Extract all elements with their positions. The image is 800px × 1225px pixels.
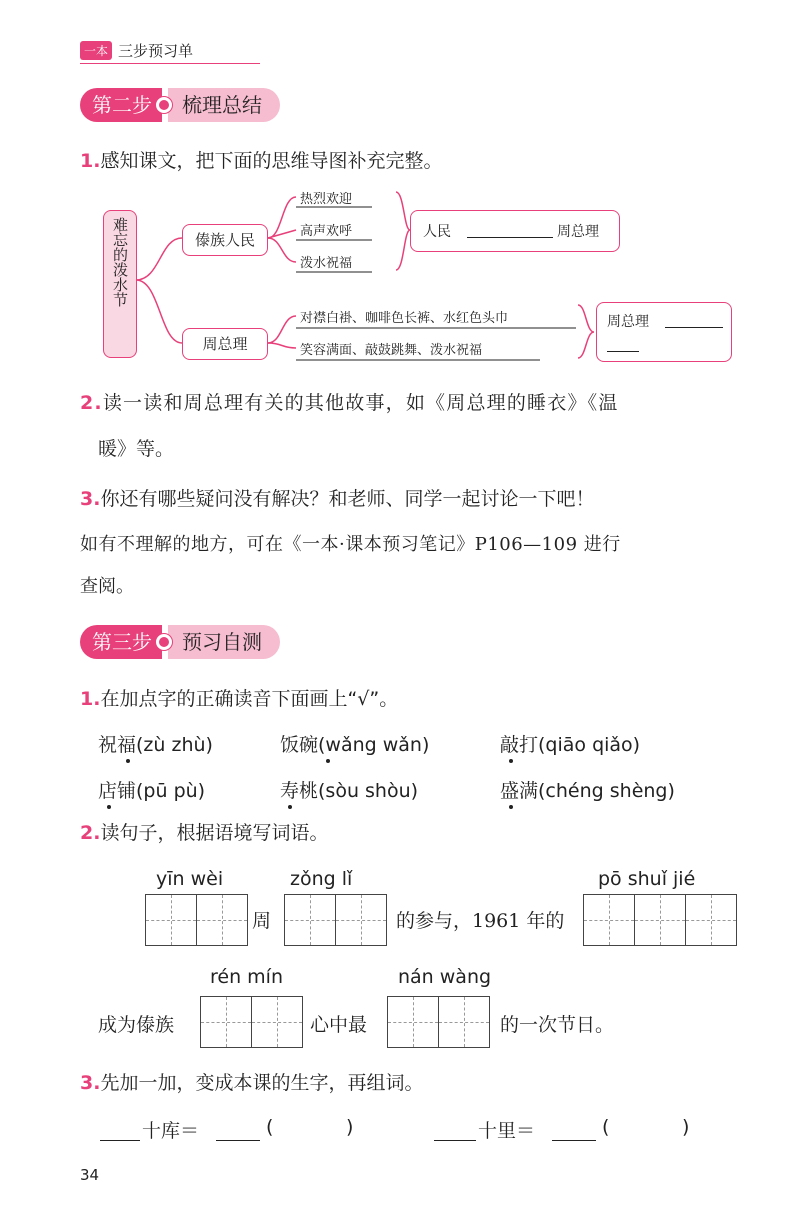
- paren-close: ): [346, 1116, 354, 1138]
- step2-label: 第二步: [80, 88, 162, 122]
- writing-grid-cell[interactable]: [284, 894, 336, 946]
- note-line-1: 如有不理解的地方，可在《一本·课本预习笔记》P106—109 进行: [80, 534, 621, 555]
- question-number: 3.: [80, 1072, 101, 1094]
- paren-open: (: [602, 1116, 610, 1138]
- sentence-text: 心中最: [310, 1014, 368, 1036]
- add-equation-right: 十里＝: [478, 1120, 536, 1142]
- mindmap-branch-1: 傣族人民: [182, 224, 268, 256]
- result-text-premier-2: 周总理: [607, 314, 649, 330]
- answer-blank[interactable]: [216, 1140, 260, 1141]
- question-number: 1.: [80, 150, 101, 172]
- emphasis-dot: [126, 759, 130, 763]
- pinyin-ren-min: rén mín: [210, 966, 283, 988]
- sentence-text: 的一次节日。: [500, 1014, 615, 1036]
- answer-blank[interactable]: [100, 1140, 140, 1141]
- step2-title: 梳理总结: [168, 88, 280, 122]
- branch1-item-3: 泼水祝福: [300, 256, 353, 271]
- sentence-text: 的参与，1961 年的: [396, 910, 565, 932]
- emphasis-dot: [288, 805, 292, 809]
- writing-grid-cell[interactable]: [387, 996, 439, 1048]
- result-text-premier: 周总理: [557, 224, 599, 240]
- question-text: 你还有哪些疑问没有解决？和老师、同学一起讨论一下吧！: [100, 488, 595, 510]
- writing-grid-cell[interactable]: [634, 894, 686, 946]
- writing-grid-cell[interactable]: [335, 894, 387, 946]
- step3-title: 预习自测: [168, 625, 280, 659]
- branch2-result-box: [596, 302, 732, 362]
- question-number: 1.: [80, 688, 101, 710]
- question-number: 2.: [80, 822, 101, 844]
- question-text: 感知课文，把下面的思维导图补充完整。: [100, 150, 443, 172]
- writing-grid-cell[interactable]: [583, 894, 635, 946]
- branch1-result-box: [410, 210, 620, 252]
- writing-grid-cell[interactable]: [685, 894, 737, 946]
- branch2-item-2: 笑容满面、敲鼓跳舞、泼水祝福: [300, 343, 483, 358]
- question-text: 在加点字的正确读音下面画上“√”。: [100, 688, 399, 710]
- step3-banner: [80, 625, 280, 659]
- step3-label: 第三步: [80, 625, 162, 659]
- question-text: 先加一加，变成本课的生字，再组词。: [100, 1072, 424, 1094]
- emphasis-dot: [509, 759, 513, 763]
- question-2: [80, 388, 619, 415]
- pinyin-nan-wang: nán wàng: [398, 966, 492, 988]
- practice-3: [80, 1068, 423, 1095]
- answer-blank[interactable]: [434, 1140, 476, 1141]
- question-2-line2: 暖》等。: [98, 438, 175, 460]
- question-3: [80, 484, 594, 511]
- pinyin-item: 店铺(pū pù): [98, 780, 206, 802]
- paren-close: ): [682, 1116, 690, 1138]
- page-number: 34: [80, 1166, 100, 1184]
- writing-grid-cell[interactable]: [196, 894, 248, 946]
- sentence-text: 周: [252, 910, 272, 932]
- emphasis-dot: [509, 805, 513, 809]
- step-dot-icon: [156, 634, 172, 650]
- question-number: 3.: [80, 488, 101, 510]
- writing-grid-cell[interactable]: [145, 894, 197, 946]
- pinyin-item: 盛满(chéng shèng): [500, 780, 675, 802]
- pinyin-zong-li: zǒng lǐ: [290, 868, 353, 890]
- result-text-people: 人民: [423, 224, 451, 240]
- question-text: 读句子，根据语境写词语。: [100, 822, 329, 844]
- branch1-item-1: 热烈欢迎: [300, 192, 353, 207]
- emphasis-dot: [107, 805, 111, 809]
- answer-blank[interactable]: [665, 327, 723, 328]
- answer-blank[interactable]: [467, 237, 553, 238]
- pinyin-item: 敲打(qiāo qiǎo): [500, 734, 641, 756]
- mindmap-branch-2: 周总理: [182, 328, 268, 360]
- note-line-2: 查阅。: [80, 576, 134, 597]
- writing-grid-cell[interactable]: [251, 996, 303, 1048]
- practice-1: [80, 684, 398, 711]
- mindmap: [0, 0, 800, 400]
- mindmap-root-text: 难忘的泼水节: [111, 217, 129, 307]
- emphasis-dot: [326, 759, 330, 763]
- answer-blank[interactable]: [607, 351, 639, 352]
- writing-grid-cell[interactable]: [200, 996, 252, 1048]
- header-title: 三步预习单: [118, 42, 194, 60]
- question-text: 读一读和周总理有关的其他故事，如《周总理的睡衣》《温: [102, 392, 619, 414]
- answer-blank[interactable]: [552, 1140, 596, 1141]
- branch1-item-2: 高声欢呼: [300, 224, 353, 239]
- pinyin-item: 寿桃(sòu shòu): [280, 780, 419, 802]
- question-number: 2.: [80, 392, 103, 414]
- pinyin-item: 祝福(zù zhù): [98, 734, 213, 756]
- mindmap-root: [103, 210, 137, 358]
- step-dot-icon: [156, 97, 172, 113]
- pinyin-po-shui-jie: pō shuǐ jié: [598, 868, 696, 890]
- branch2-item-1: 对襟白褂、咖啡色长裤、水红色头巾: [300, 311, 509, 326]
- writing-grid-cell[interactable]: [438, 996, 490, 1048]
- paren-open: (: [266, 1116, 274, 1138]
- add-equation-left: 十库＝: [142, 1120, 200, 1142]
- brand-logo: 一本: [80, 41, 112, 60]
- practice-2: [80, 818, 328, 845]
- pinyin-yin-wei: yīn wèi: [156, 868, 224, 890]
- sentence-text: 成为傣族: [98, 1014, 175, 1036]
- pinyin-item: 饭碗(wǎng wǎn): [280, 734, 430, 756]
